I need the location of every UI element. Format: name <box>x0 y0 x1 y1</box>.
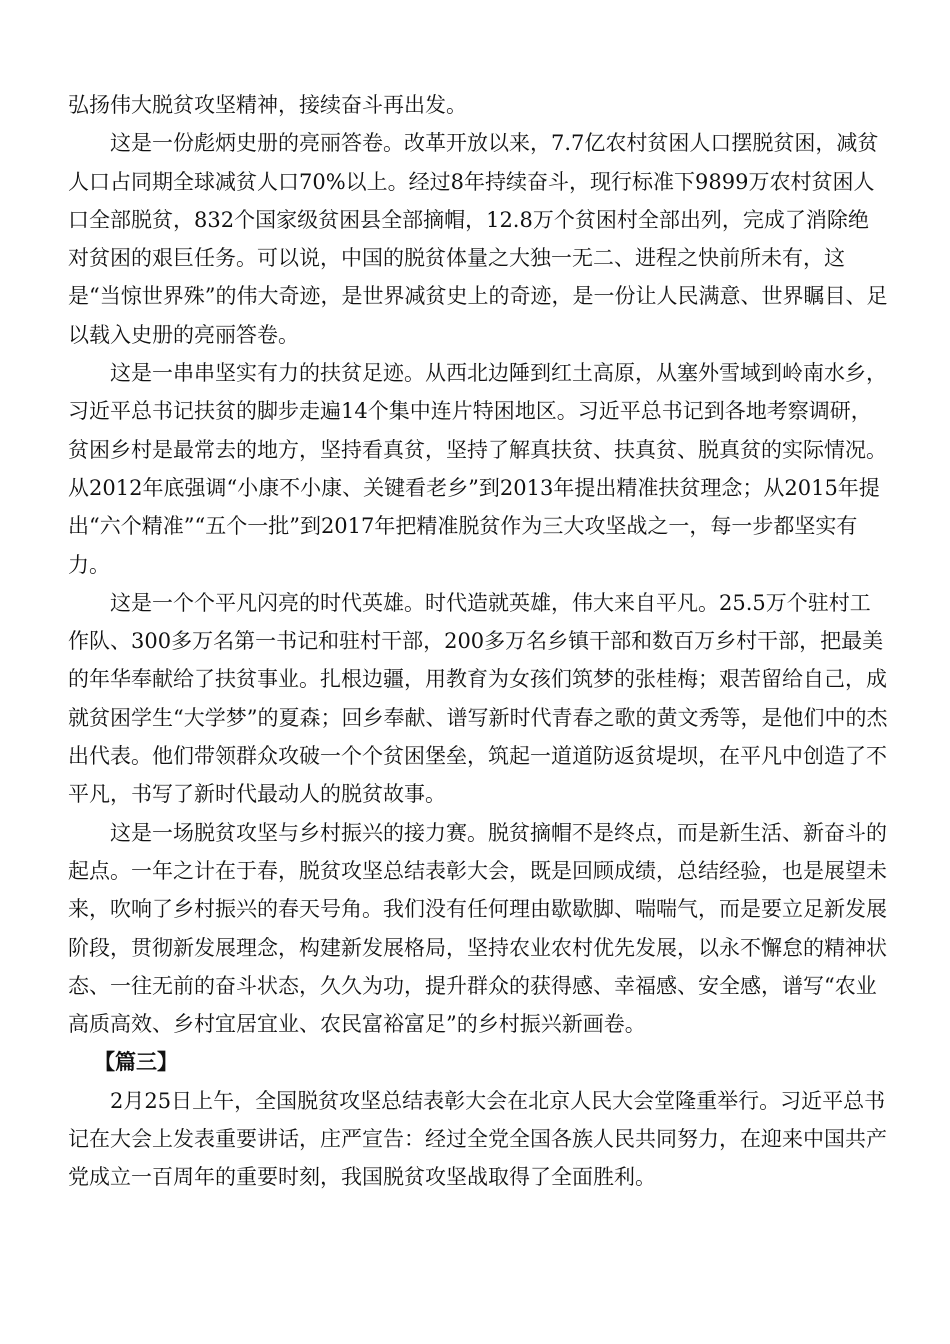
section-heading: 【篇三】 <box>94 1049 178 1075</box>
paragraph-heroes: 这是一个个平凡闪亮的时代英雄。时代造就英雄，伟大来自平凡。25.5万个驻村工作队、300多万名第一书记和驻村干部，200多万名乡镇干部和数百万乡村干部，把最美的年华奉献给了扶贫事业。扎根边疆，用教育为女孩们筑梦的张桂梅；艰苦留给自己，成就贫困学生“大学梦”的夏森；回乡奉献、谱写新时代青春之歌的黄文秀等，是他们中的杰出代表。他们带领群众攻破一个个贫困堡垒，筑起一道道防返贫堤坝，在平凡中创造了不平凡，书写了新时代最动人的脱贫故事。 <box>68 590 888 807</box>
document-body <box>68 86 888 1197</box>
paragraph-relay: 这是一场脱贫攻坚与乡村振兴的接力赛。脱贫摘帽不是终点，而是新生活、新奋斗的起点。一年之计在于春，脱贫攻坚总结表彰大会，既是回顾成绩，总结经验，也是展望未来，吹响了乡村振兴的春天号角。我们没有任何理由歇歇脚、喘喘气，而是要立足新发展阶段，贯彻新发展理念，构建新发展格局，坚持农业农村优先发展，以永不懈怠的精神状态、一往无前的奋斗状态，久久为功，提升群众的获得感、幸福感、安全感，谱写“农业高质高效、乡村宜居宜业、农民富裕富足”的乡村振兴新画卷。 <box>68 820 887 1037</box>
paragraph-answer-sheet: 这是一份彪炳史册的亮丽答卷。改革开放以来，7.7亿农村贫困人口摆脱贫困，减贫人口占同期全球减贫人口70%以上。经过8年持续奋斗，现行标准下9899万农村贫困人口全部脱贫，832个国家级贫困县全部摘帽，12.8万个贫困村全部出列，完成了消除绝对贫困的艰巨任务。可以说，中国的脱贫体量之大独一无二、进程之快前所未有，这是“当惊世界殊”的伟大奇迹，是世界减贫史上的奇迹，是一份让人民满意、世界瞩目、足以载入史册的亮丽答卷。 <box>68 131 888 347</box>
paragraph-continuation: 弘扬伟大脱贫攻坚精神，接续奋斗再出发。 <box>68 93 467 117</box>
paragraph-section-three: 2月25日上午，全国脱贫攻坚总结表彰大会在北京人民大会堂隆重举行。习近平总书记在大会上发表重要讲话，庄严宣告：经过全党全国各族人民共同努力，在迎来中国共产党成立一百周年的重要时刻，我国脱贫攻坚战取得了全面胜利。 <box>68 1088 887 1190</box>
paragraph-footprints: 这是一串串坚实有力的扶贫足迹。从西北边陲到红土高原，从塞外雪域到岭南水乡，习近平总书记扶贫的脚步走遍14个集中连片特困地区。习近平总书记到各地考察调研，贫困乡村是最常去的地方，坚持看真贫，坚持了解真扶贫、扶真贫、脱真贫的实际情况。从2012年底强调“小康不小康、关键看老乡”到2013年提出精准扶贫理念；从2015年提出“六个精准”“五个一批”到2017年把精准脱贫作为三大攻坚战之一，每一步都坚实有力。 <box>68 361 887 577</box>
